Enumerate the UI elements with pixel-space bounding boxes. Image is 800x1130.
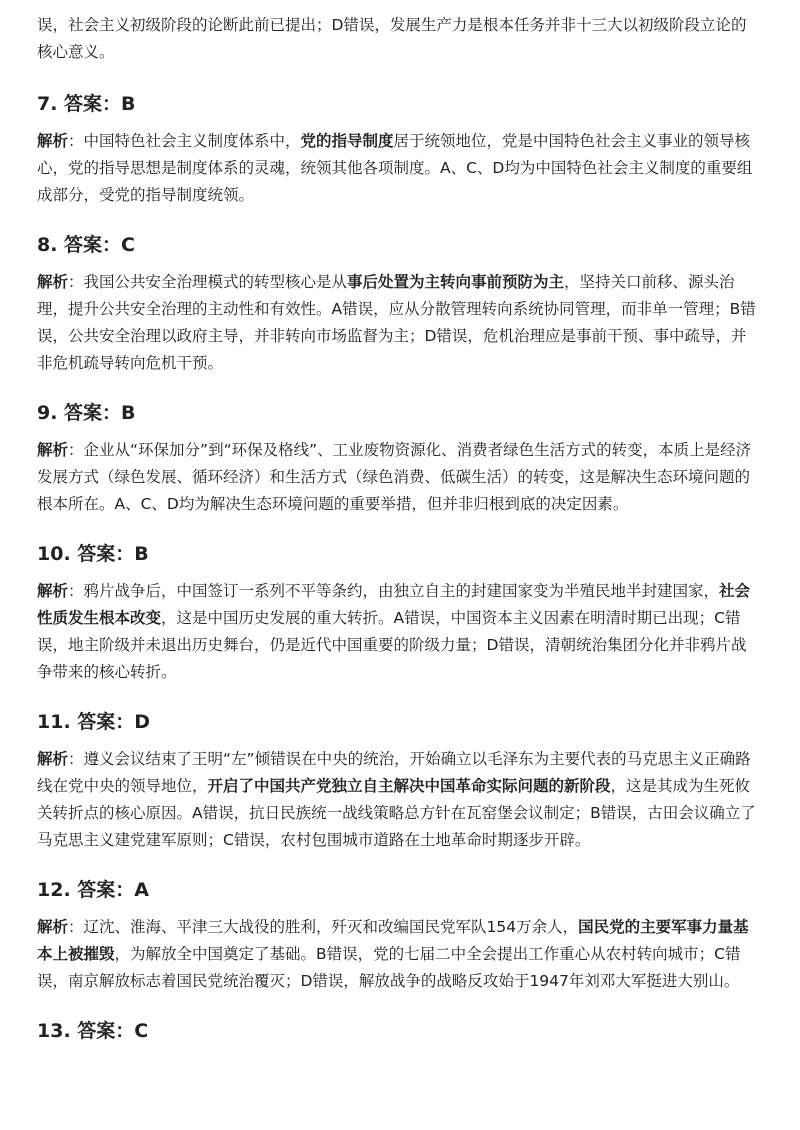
explanation-text: ，这是其成为生死攸关转折点的核心原因。A错误，抗日民族统一战线策略总方针在瓦窑堡会议制定；B错误，古田会议确立了马克思主义建党建军原则；C错误，农村包围城市道路在土地革命时期逐步开辟。 (37, 777, 756, 849)
explanation-text: ，坚持关口前移、源头治理，提升公共安全治理的主动性和有效性。A错误，应从分散管理转向系统协同管理，而非单一管理；B错误，公共安全治理以政府主导，并非转向市场监督为主；D错误，危机治理应是事前干预、事中疏导，并非危机疏导转向危机干预。 (37, 273, 756, 372)
explanation-text: ：我国公共安全治理模式的转型核心是从 (68, 273, 348, 291)
emphasis-text: 党的指导制度 (300, 132, 394, 150)
explanation-text: ：遵义会议结束了王明“左”倾错误在中央的统治，开始确立以毛泽东为主要代表的马克思主义正确路线在党中央的领导地位， (37, 750, 751, 795)
emphasis-text: 国民党的主要军事力量基本上被摧毁 (37, 918, 749, 963)
explanation-text: ，这是中国历史发展的重大转折。A错误，中国资本主义因素在明清时期已出现；C错误，地主阶级并未退出历史舞台，仍是近代中国重要的阶级力量；D错误，清朝统治集团分化并非鸦片战争带来的核心转折。 (37, 609, 747, 681)
answer-heading: 10. 答案：B (37, 543, 149, 565)
explanation-text: ：辽沈、淮海、平津三大战役的胜利，歼灭和改编国民党军队154万余人， (68, 918, 579, 936)
explanation-label: 解析 (37, 750, 69, 768)
explanation-paragraph (37, 128, 761, 209)
explanation-paragraph (37, 746, 761, 854)
explanation-paragraph (37, 914, 761, 995)
answer-heading: 8. 答案：C (37, 234, 135, 256)
explanation-label: 解析 (37, 918, 69, 936)
answer-heading: 13. 答案：C (37, 1020, 149, 1042)
answer-list (37, 90, 761, 1045)
answer-heading: 12. 答案：A (37, 879, 149, 901)
emphasis-text: 开启了中国共产党独立自主解决中国革命实际问题的新阶段 (207, 777, 611, 795)
explanation-text: ，为解放全中国奠定了基础。B错误，党的七届二中全会提出工作重心从农村转向城市；C错误，南京解放标志着国民党统治覆灭；D错误，解放战争的战略反攻始于1947年刘邓大军挺进大别山。 (37, 945, 741, 990)
answer-heading: 9. 答案：B (37, 402, 136, 424)
explanation-paragraph (37, 437, 761, 518)
emphasis-text: 事后处置为主转向事前预防为主 (347, 273, 565, 291)
answer-heading: 7. 答案：B (37, 93, 136, 115)
explanation-text: 居于统领地位，党是中国特色社会主义事业的领导核心，党的指导思想是制度体系的灵魂，统领其他各项制度。A、C、D均为中国特色社会主义制度的重要组成部分，受党的指导制度统领。 (37, 132, 753, 204)
explanation-paragraph (37, 269, 761, 377)
explanation-label: 解析 (37, 273, 69, 291)
intro-paragraph: 误，社会主义初级阶段的论断此前已提出；D错误，发展生产力是根本任务并非十三大以初级阶段立论的核心意义。 (37, 16, 747, 61)
answer-heading: 11. 答案：D (37, 711, 151, 733)
emphasis-text: 社会性质发生根本改变 (37, 582, 751, 627)
explanation-text: ：鸦片战争后，中国签订一系列不平等条约，由独立自主的封建国家变为半殖民地半封建国家， (68, 582, 720, 600)
explanation-paragraph (37, 578, 761, 686)
explanation-text: ：企业从“环保加分”到“环保及格线”、工业废物资源化、消费者绿色生活方式的转变，本质上是经济发展方式（绿色发展、循环经济）和生活方式（绿色消费、低碳生活）的转变，这是解决生态环境问题的根本所在。A、C、D均为解决生态环境问题的重要举措，但并非归根到底的决定因素。 (37, 441, 752, 513)
explanation-label: 解析 (37, 441, 69, 459)
explanation-label: 解析 (37, 582, 69, 600)
document-page (37, 12, 761, 1055)
explanation-text: ：中国特色社会主义制度体系中， (68, 132, 301, 150)
explanation-label: 解析 (37, 132, 69, 150)
